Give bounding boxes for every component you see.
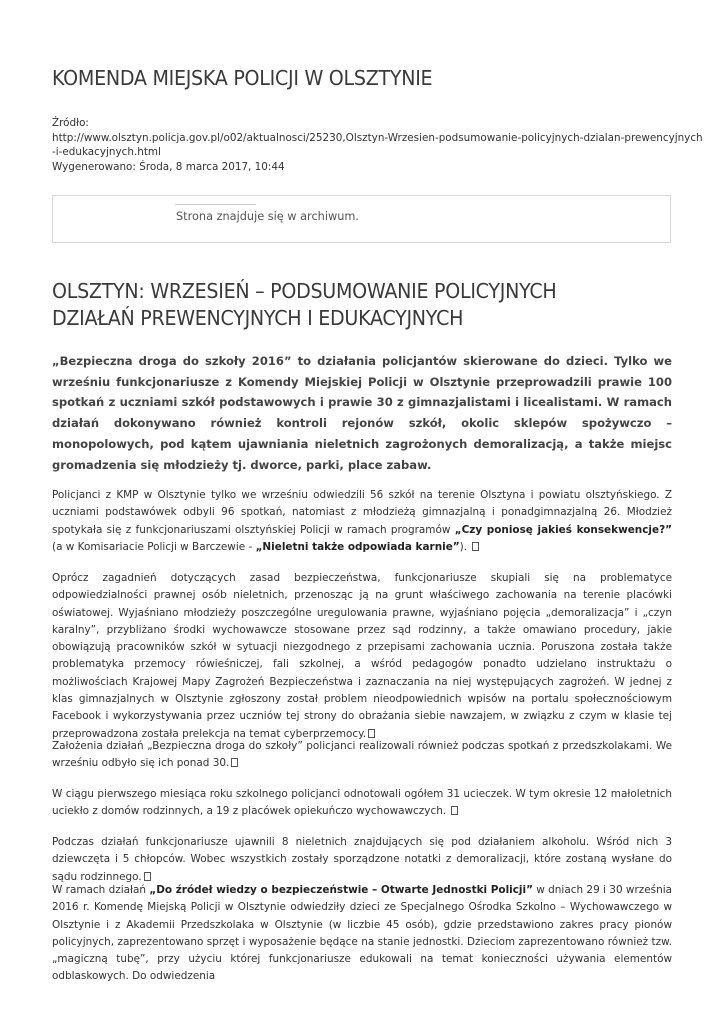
paragraph-1-text-c: (a w Komisariacie Policji w Barczewie - [52, 540, 256, 553]
article-title [52, 278, 638, 332]
archive-notice [52, 195, 671, 243]
paragraph-1-text-a: Policjanci z KMP w Olsztynie tylko we wrześniu odwiedzili 56 szkół na terenie Olsztyna i powiatu olsztyńskiego. Z uczniami podstawówek odbyli 96 spotkań, natomiast z młodzieżą gimnazjalną i ponadgimnazjalną 26. Młodzież spotykała się z funkcjonariuszami olsztyńskiej Policji w ramach programów [52, 489, 672, 536]
archive-divider [175, 204, 256, 205]
missing-glyph-icon [451, 806, 458, 815]
article-title-line-2: DZIAŁAŃ PREWENCYJNYCH I EDUKACYJNYCH [52, 306, 464, 330]
paragraph-6-text-a: W ramach działań [52, 884, 150, 896]
missing-glyph-icon [368, 729, 375, 738]
paragraph-2-text: Oprócz zagadnień dotyczących zasad bezpieczeństwa, funkcjonariusze skupiali się na problematyce odpowiedzialności prawnej osób nieletnich, przenosząc ją na grunt właściwego zachowania na terenie placówki oświatowej. Wyjaśniano młodzieży poszczególne uregulowania prawne, wyjaśniano pojęcia „demoralizacja” i „czyn karalny”, przybliżano środki wychowawcze stosowane przez sąd rodzinny, a także omawiano procedury, jakie obowiązują pracowników szkół w sytuacji niezgodnego z przepisami zachowania ucznia. Poruszona została także problematyka przemocy rówieśniczej, fali szkolnej, a wśród pedagogów ponadto udzielano instruktażu o możliwościach Krajowej Mapy Zagrożeń Bezpieczeństwa i zaznaczania na niej występujących zagrożeń. W jednej z klas gimnazjalnych w Olsztynie zgłoszony został problem nieodpowiednich wpisów na portalu społecznościowym Facebook i wykorzystywania przez uczniów tej strony do obrażania siebie nawzajem, w związku z czym w klasie tej przeprowadzona została prelekcja na temat cyberprzemocy. [52, 572, 672, 740]
missing-glyph-icon [144, 872, 151, 881]
paragraph-4-text: W ciągu pierwszego miesiąca roku szkolnego policjanci odnotowali ogółem 31 ucieczek. W tym okresie 12 małoletnich uciekło z domów rodzinnych, a 19 z placówek opiekuńczo wychowawczych. [52, 788, 672, 818]
paragraph-4 [52, 786, 672, 821]
source-meta [52, 116, 703, 174]
paragraph-3 [52, 738, 672, 773]
generated-date: Wygenerowano: Środa, 8 marca 2017, 10:44 [52, 160, 285, 173]
paragraph-5-text: Podczas działań funkcjonariusze ujawnili 8 nieletnich znajdujących się pod działaniem alkoholu. Wśród nich 3 dziewczęta i 5 chłopców. Wobec wszystkich zostały sporządzone notatki z demoralizacji, które zostaną wysłane do sądu rodzinnego. [52, 836, 672, 883]
action-name: „Do źródeł wiedzy o bezpieczeństwie – Otwarte Jednostki Policji” [149, 884, 533, 896]
article-title-line-1: OLSZTYN: WRZESIEŃ – PODSUMOWANIE POLICYJNYCH [52, 279, 557, 303]
paragraph-1-text-e: ). [459, 540, 471, 553]
paragraph-6 [52, 882, 672, 986]
article-lead: „Bezpieczna droga do szkoły 2016” to działania policjantów skierowane do dzieci. Tylko we wrześniu funkcjonariusze z Komendy Miejskiej Policji w Olsztynie przeprowadzili prawie 100 spotkań z uczniami szkół podstawowych i prawie 30 z gimnazjalistami i licealistami. W ramach działań dokonywano również kontroli rejonów szkół, okolic sklepów spożywczo – monopolowych, pod kątem ujawniania nieletnich zagrożonych demoralizacją, a także miejsc gromadzenia się młodzieży tj. dworce, parki, place zabaw. [52, 354, 672, 472]
missing-glyph-icon [231, 758, 238, 767]
archive-message: Strona znajduje się w archiwum. [176, 210, 359, 223]
paragraph-3-text: Założenia działań „Bezpieczna droga do szkoły” policjanci realizowali również podczas spotkań z przedszkolakami. We wrześniu odbyło się ich ponad 30. [52, 740, 672, 770]
source-url-line-2[interactable]: -i-edukacyjnych.html [52, 146, 161, 158]
paragraph-5 [52, 834, 672, 886]
paragraph-6-text-c: w dniach 29 i 30 września 2016 r. Komendę Miejską Policji w Olsztynie odwiedziły dzieci ze Specjalnego Ośrodka Szkolno – Wychowawczego w Olsztynie i z Akademii Przedszkolaka w Olsztynie (w liczbie 45 osób), gdzie przedstawiono zakres pracy pionów policyjnych, zaprezentowano sprzęt i wyposażenie będące na stanie jednostki. Dzieciom zaprezentowano również tzw. „magiczną tubę”, przy użyciu której funkcjonariusze edukowali na temat konieczności używania elementów odblaskowych. Do odwiedzenia [52, 884, 673, 983]
program-name-2: „Nieletni także odpowiada karnie” [255, 540, 460, 553]
source-url-line-1[interactable]: http://www.olsztyn.policja.gov.pl/o02/aktualnosci/25230,Olsztyn-Wrzesien-podsumowanie-policyjnych-dzialan-prewencyjnych [52, 131, 703, 144]
site-title: KOMENDA MIEJSKA POLICJI W OLSZTYNIE [52, 66, 433, 90]
program-name-1: „Czy poniosę jakieś konsekwencje?” [454, 523, 672, 536]
missing-glyph-icon [472, 542, 479, 551]
paragraph-2 [52, 570, 672, 743]
paragraph-1 [52, 487, 672, 556]
source-label: Źródło: [52, 117, 89, 129]
